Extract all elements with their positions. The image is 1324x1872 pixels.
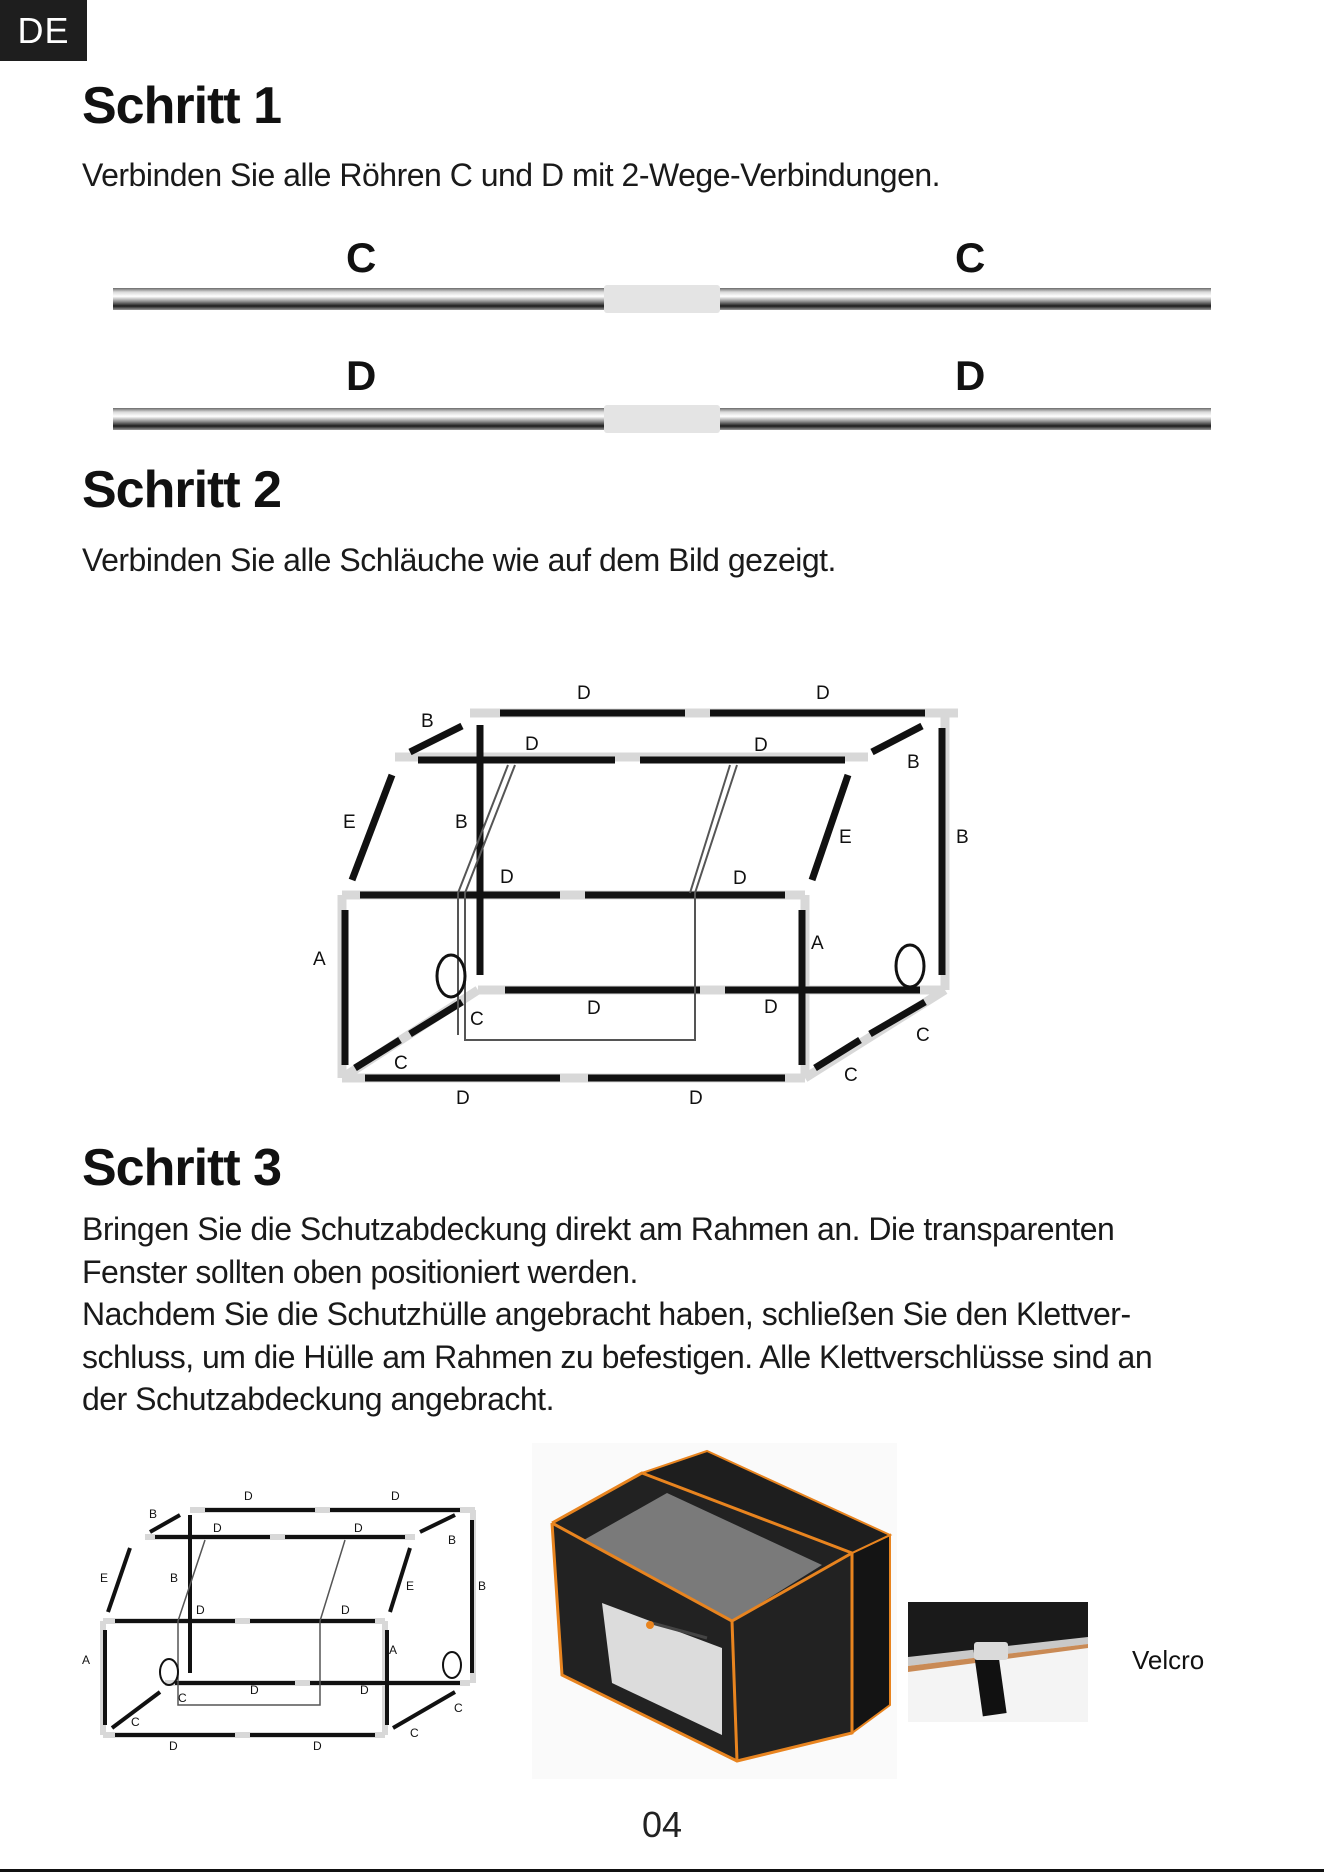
svg-text:C: C — [178, 1691, 187, 1705]
svg-text:C: C — [470, 1009, 484, 1030]
svg-text:C: C — [454, 1701, 463, 1715]
tube-d-right — [718, 408, 1211, 430]
svg-text:A: A — [313, 949, 326, 970]
svg-text:A: A — [82, 1653, 91, 1667]
svg-text:B: B — [956, 827, 969, 848]
velcro-label: Velcro — [1132, 1645, 1205, 1675]
svg-text:D: D — [500, 867, 514, 888]
svg-text:D: D — [689, 1088, 703, 1109]
tube-label-d-right: D — [955, 352, 986, 399]
frame-assembly-diagram — [300, 665, 1000, 1109]
svg-text:D: D — [341, 1603, 350, 1617]
tube-label-d-left: D — [346, 352, 377, 399]
svg-text:D: D — [391, 1489, 400, 1503]
svg-text:B: B — [455, 812, 468, 833]
svg-text:D: D — [313, 1739, 322, 1753]
svg-text:D: D — [250, 1683, 259, 1697]
step1-title: Schritt 1 — [82, 77, 282, 135]
tube-c-left — [113, 288, 605, 310]
step3-text-line-2: Fenster sollten oben positioniert werden. — [82, 1254, 638, 1290]
step1-text: Verbinden Sie alle Röhren C und D mit 2-Wege-Verbindungen. — [82, 157, 941, 193]
step2-text: Verbinden Sie alle Schläuche wie auf dem Bild gezeigt. — [82, 542, 836, 578]
svg-text:B: B — [421, 711, 434, 732]
svg-text:D: D — [525, 734, 539, 755]
svg-text:D: D — [816, 683, 830, 704]
page-number: 04 — [641, 1804, 683, 1845]
svg-text:D: D — [213, 1521, 222, 1535]
svg-text:E: E — [406, 1579, 415, 1593]
svg-text:D: D — [354, 1521, 363, 1535]
svg-text:A: A — [389, 1643, 398, 1657]
svg-text:E: E — [839, 827, 852, 848]
svg-text:C: C — [844, 1065, 858, 1086]
velcro-photo — [908, 1602, 1088, 1722]
svg-text:D: D — [360, 1683, 369, 1697]
svg-text:B: B — [907, 752, 920, 773]
svg-text:D: D — [764, 997, 778, 1018]
svg-text:B: B — [149, 1507, 158, 1521]
tube-d-left — [113, 408, 605, 430]
svg-text:D: D — [456, 1088, 470, 1109]
svg-text:C: C — [916, 1025, 930, 1046]
svg-text:C: C — [394, 1053, 408, 1074]
tube-label-c-right: C — [955, 234, 986, 281]
enclosure-photo — [532, 1443, 897, 1779]
svg-text:D: D — [244, 1489, 253, 1503]
svg-text:C: C — [131, 1715, 140, 1729]
frame-diagram-small — [80, 1480, 490, 1760]
step3-text-line-3: Nachdem Sie die Schutzhülle angebracht haben, schließen Sie den Klettver- — [82, 1296, 1131, 1332]
svg-text:A: A — [811, 933, 824, 954]
step3-text-line-5: der Schutzabdeckung angebracht. — [82, 1381, 554, 1417]
svg-text:E: E — [343, 812, 356, 833]
svg-text:D: D — [733, 868, 747, 889]
two-way-connector-c — [604, 285, 720, 313]
svg-text:D: D — [587, 998, 601, 1019]
tube-label-c-left: C — [346, 234, 377, 281]
svg-text:C: C — [410, 1726, 419, 1740]
step3-text-line-4: schluss, um die Hülle am Rahmen zu befestigen. Alle Klettverschlüsse sind an — [82, 1339, 1153, 1375]
tube-c-right — [718, 288, 1211, 310]
svg-text:D: D — [169, 1739, 178, 1753]
svg-text:D: D — [754, 735, 768, 756]
step2-title: Schritt 2 — [82, 461, 282, 519]
step3-text-line-1: Bringen Sie die Schutzabdeckung direkt am Rahmen an. Die transparenten — [82, 1211, 1115, 1247]
two-way-connector-d — [604, 405, 720, 433]
svg-text:B: B — [478, 1579, 487, 1593]
svg-text:B: B — [170, 1571, 179, 1585]
svg-text:D: D — [196, 1603, 205, 1617]
svg-text:E: E — [100, 1571, 109, 1585]
step3-title: Schritt 3 — [82, 1139, 282, 1197]
svg-text:D: D — [577, 683, 591, 704]
language-badge: DE — [0, 0, 87, 61]
svg-text:B: B — [448, 1533, 457, 1547]
